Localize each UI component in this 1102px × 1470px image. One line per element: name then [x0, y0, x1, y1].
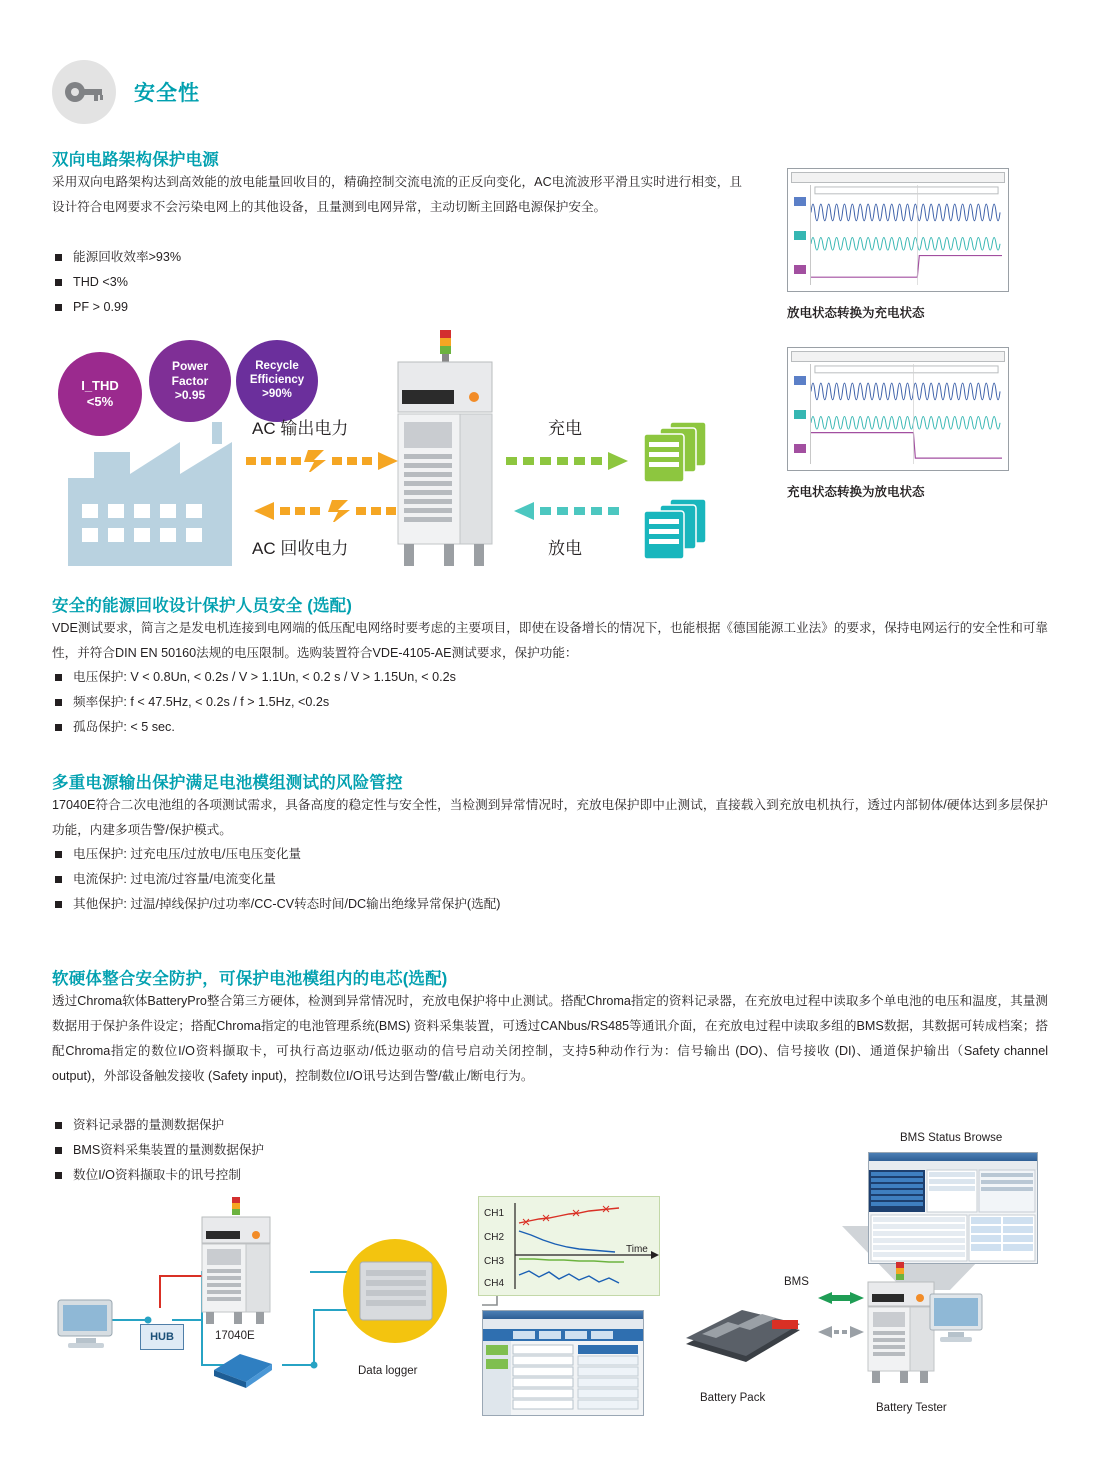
spec-circle-power-factor [149, 340, 231, 422]
label-discharge: 放电 [548, 539, 582, 558]
label-ac-recycle: AC 回收电力 [252, 539, 349, 558]
machine-17040e [390, 330, 500, 575]
scope-caption-2: 充电状态转换为放电状态 [787, 485, 925, 499]
label-battery-tester: Battery Tester [876, 1402, 947, 1414]
ch-label-2: CH2 [484, 1232, 505, 1243]
machine-17040e-small [196, 1197, 276, 1327]
scope-marker-ch3 [794, 444, 806, 453]
scope-waveform-1 [811, 185, 1002, 285]
scope-marker-ch2 [794, 410, 806, 419]
scope-plot-1 [810, 185, 1002, 285]
hub-box: HUB [140, 1324, 184, 1350]
label-battery-pack: Battery Pack [700, 1392, 766, 1404]
io-card-icon [210, 1348, 276, 1388]
bms-status-content [869, 1153, 1037, 1263]
spec-line: Recycle [255, 360, 299, 373]
section-paragraph-software: 透过Chroma软体BatteryPro整合第三方硬体，检测到异常情况时，充放电保护将中止测试。搭配Chroma指定的资料记录器，在充放电过程中读取多个单电池的电压和温度，其量测数据用于保护条件设定；搭配Chroma指定的电池管理系统(BMS) 资料采集装置，可透过CANbus/RS485等通讯介面，在充放电过程中读取多组的BMS数据，其数据可转成档案；搭配Chroma指定的数位I/O资料撷取卡，可执行高边驱动/低边驱动的信号启动关闭控制，支持5种动作行为：信号输出 (DO)、信号接收 (DI)、通道保护输出（Safety channel output)，外部设备触发接收 (Safety input)，控制数位I/O讯号达到告警/截止/断电行为。 [52, 994, 1048, 1083]
factory-icon [60, 418, 240, 568]
ch-label-1: CH1 [484, 1208, 505, 1219]
spec-line: Factor [171, 373, 209, 388]
bullet-item: THD <3% [55, 270, 455, 295]
arrow-charge [506, 450, 636, 472]
label-bms-status-browse: BMS Status Browse [900, 1132, 1003, 1144]
bullet-item: BMS资料采集装置的量测数据保护 [55, 1138, 555, 1163]
bms-arrows [816, 1292, 866, 1352]
ch-label-3: CH3 [484, 1256, 505, 1267]
bullet-item: 电压保护: V < 0.8Un, < 0.2s / V > 1.1Un, < 0.2 s / V > 1.15Un, < 0.2s [55, 665, 755, 690]
label-17040e: 17040E [215, 1330, 255, 1342]
scope-screenshot-1 [787, 168, 1009, 292]
battery-pack-icon [680, 1300, 806, 1370]
section-bullets-software [55, 1113, 555, 1188]
scope-caption-1: 放电状态转换为充电状态 [787, 306, 925, 320]
tester-monitor-icon [928, 1290, 988, 1350]
bullet-item: 电压保护: 过充电压/过放电/压电压变化量 [55, 842, 755, 867]
monitor-icon [56, 1296, 124, 1354]
label-ac-output: AC 输出电力 [252, 419, 349, 438]
software-titlebar [483, 1311, 643, 1319]
bullet-item: 电流保护: 过电流/过容量/电流变化量 [55, 867, 755, 892]
section-bullets-vde [55, 665, 755, 740]
bullet-item: 孤岛保护: < 5 sec. [55, 715, 755, 740]
spec-line: >90% [262, 387, 292, 400]
key-icon [52, 60, 116, 124]
ch-label-4: CH4 [484, 1278, 505, 1289]
arrow-discharge [506, 500, 636, 522]
spec-circle-recycle-efficiency [236, 340, 318, 422]
scope-plot-2 [810, 364, 1002, 464]
page-title: 安全性 [134, 82, 200, 105]
arrow-ac-recycle [246, 500, 406, 522]
bullet-item: 资料记录器的量测数据保护 [55, 1113, 555, 1138]
software-screenshot-content [483, 1311, 643, 1415]
section-paragraph-multi-protect: 17040E符合二次电池组的各项测试需求，具备高度的稳定性与安全性，当检测到异常情况时，充放电保护即中止测试，直接载入到充放电机执行，透过内部韧体/硬体达到多层保护功能，内建多项告警/保护模式。 [52, 798, 1048, 837]
label-charge: 充电 [548, 419, 582, 438]
label-data-logger: Data logger [358, 1365, 418, 1377]
software-screenshot [482, 1310, 644, 1416]
spec-line: Power [171, 359, 208, 374]
bullet-item: 数位I/O资料撷取卡的讯号控制 [55, 1163, 555, 1188]
label-bms: BMS [784, 1276, 809, 1288]
bullet-item: 能源回收效率>93% [55, 245, 455, 270]
section-title-multi-protect: 多重电源输出保护满足电池模组测试的风险管控 [52, 774, 403, 792]
scope-toolbar [791, 351, 1005, 362]
scope-screenshot-2 [787, 347, 1009, 471]
bullet-item: PF > 0.99 [55, 295, 455, 320]
bms-titlebar [869, 1153, 1037, 1161]
scope-waveform-2 [811, 364, 1002, 464]
data-logger-icon [340, 1236, 450, 1346]
spec-line: >0.95 [174, 388, 206, 403]
scope-marker-ch1 [794, 376, 806, 385]
bullet-item: 其他保护: 过温/掉线保护/过功率/CC-CV转态时间/DC输出绝缘异常保护(选配) [55, 892, 755, 917]
key-icon-svg [64, 79, 104, 105]
bullet-item: 频率保护: f < 47.5Hz, < 0.2s / f > 1.5Hz, <0.2s [55, 690, 755, 715]
battery-stack-teal [636, 495, 716, 563]
section-paragraph-vde: VDE测试要求，简言之是发电机连接到电网端的低压配电网络时要考虑的主要项目，即使在设备增长的情况下，也能根据《德国能源工业法》的要求，保持电网运行的安全性和可靠性，并符合DIN EN 50160法规的电压限制。选购装置符合VDE-4105-AE测试要求，保护功能： [52, 621, 1048, 660]
section-bullets-bidirectional [55, 245, 455, 320]
bms-status-screenshot [868, 1152, 1038, 1264]
spec-line: I_THD [81, 378, 119, 394]
scope-toolbar [791, 172, 1005, 183]
section-paragraph-bidirectional: 采用双向电路架构达到高效能的放电能量回收目的，精确控制交流电流的正反向变化，AC电流波形平滑且实时进行相变，且设计符合电网要求不会污染电网上的其他设备，且量测到电网异常，主动切断主回路电源保护安全。 [52, 175, 742, 214]
section-title-bidirectional: 双向电路架构保护电源 [52, 151, 219, 169]
page-header [52, 60, 200, 124]
scope-marker-ch2 [794, 231, 806, 240]
spec-line: Efficiency [249, 374, 305, 387]
section-title-vde: 安全的能源回收设计保护人员安全 (选配) [52, 597, 353, 615]
section-title-software: 软硬体整合安全防护，可保护电池模组内的电芯(选配) [52, 970, 448, 988]
arrow-ac-output [246, 450, 406, 472]
section-bullets-multi-protect [55, 842, 755, 917]
scope-marker-ch1 [794, 197, 806, 206]
time-axis-label: Time [626, 1244, 648, 1255]
scope-marker-ch3 [794, 265, 806, 274]
spec-line: <5% [86, 394, 114, 409]
battery-stack-green [636, 418, 716, 486]
